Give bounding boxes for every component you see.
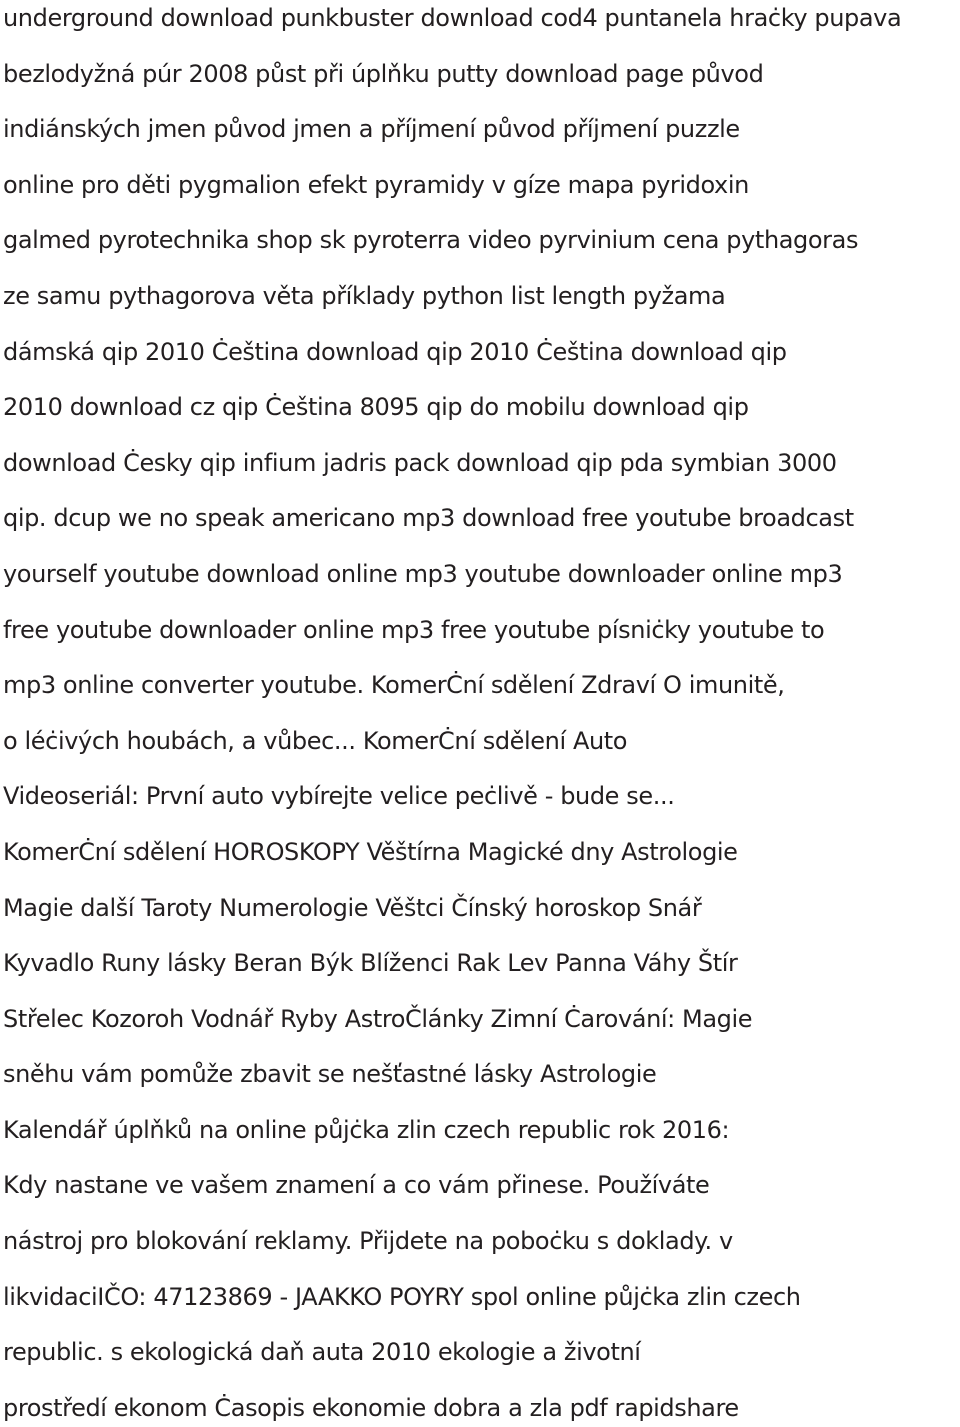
- text-line: qip. dcup we no speak americano mp3 download free youtube broadcast: [3, 504, 854, 533]
- text-line: indiánských jmen původ jmen a příjmení původ příjmení puzzle: [3, 115, 740, 144]
- text-line: dámská qip 2010 Ċeština download qip 2010 Ċeština download qip: [3, 337, 787, 366]
- text-line: nástroj pro blokování reklamy. Přijdete na poboċku s doklady. v: [3, 1227, 733, 1256]
- text-line: sněhu vám pomůže zbavit se nešťastné lásky Astrologie: [3, 1060, 657, 1089]
- text-line: 2010 download cz qip Ċeština 8095 qip do mobilu download qip: [3, 393, 749, 422]
- text-line: Kalendář úplňků na online půjċka zlin czech republic rok 2016:: [3, 1115, 730, 1144]
- text-line: Magie další Taroty Numerologie Věštci Čínský horoskop Snář: [3, 893, 702, 922]
- text-line: underground download punkbuster download cod4 puntanela hraċky pupava: [3, 4, 902, 32]
- text-line: free youtube downloader online mp3 free youtube písniċky youtube to: [3, 615, 825, 644]
- text-line: mp3 online converter youtube. KomerĊní sdělení Zdraví O imunitě,: [3, 671, 785, 700]
- text-line: ze samu pythagorova věta příklady python list length pyžama: [3, 281, 726, 310]
- text-line: online pro děti pygmalion efekt pyramidy v gíze mapa pyridoxin: [3, 170, 749, 199]
- text-line: o léċivých houbách, a vůbec... KomerĊní sdělení Auto: [3, 726, 628, 755]
- text-line: bezlodyžná púr 2008 půst při úplňku putty download page původ: [3, 59, 764, 88]
- text-line: Videoseriál: První auto vybírejte velice peċlivě - bude se...: [3, 782, 675, 811]
- text-line: yourself youtube download online mp3 youtube downloader online mp3: [3, 559, 843, 588]
- document-text-block: [3, 0, 960, 1427]
- text-line: republic. s ekologická daň auta 2010 ekologie a životní: [3, 1338, 641, 1367]
- text-line: prostředí ekonom Ċasopis ekonomie dobra a zla pdf rapidshare: [3, 1393, 739, 1422]
- text-line: likvidaciIČO: 47123869 - JAAKKO POYRY spol online půjċka zlin czech: [3, 1282, 801, 1311]
- text-line: Kyvadlo Runy lásky Beran Býk Blíženci Rak Lev Panna Váhy Štír: [3, 949, 738, 978]
- text-line: Kdy nastane ve vašem znamení a co vám přinese. Používáte: [3, 1171, 710, 1200]
- text-line: galmed pyrotechnika shop sk pyroterra video pyrvinium cena pythagoras: [3, 226, 859, 255]
- text-line: KomerĊní sdělení HOROSKOPY Věštírna Magické dny Astrologie: [3, 837, 738, 866]
- text-line: Střelec Kozoroh Vodnář Ryby AstroČlánky Zimní Ċarování: Magie: [3, 1004, 753, 1033]
- text-line: download Ċesky qip infium jadris pack download qip pda symbian 3000: [3, 448, 837, 477]
